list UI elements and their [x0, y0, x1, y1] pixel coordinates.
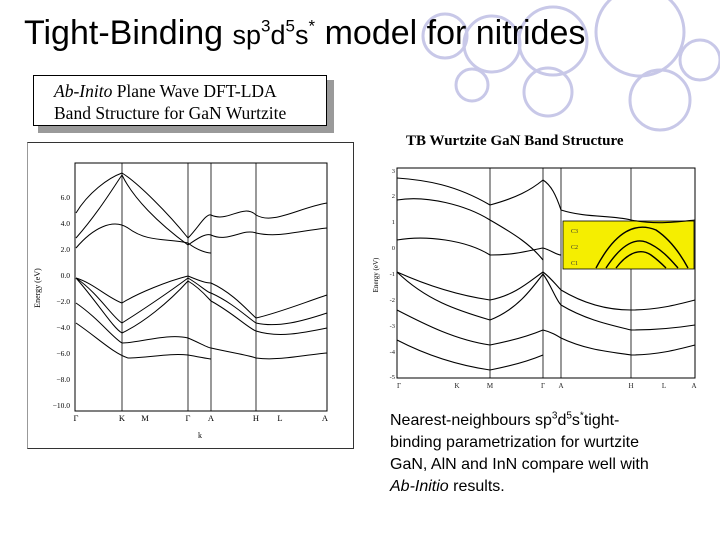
inset-highlight: [563, 221, 694, 269]
tb-band-plot: [366, 160, 706, 397]
inset-label: C2: [571, 245, 579, 251]
left-xlabel: k: [198, 431, 202, 440]
right-plot-frame: [397, 168, 695, 378]
ab-initio-plot-svg: [28, 143, 353, 448]
left-ytick: 0.0: [60, 271, 70, 280]
summary-text: [390, 410, 710, 498]
left-ytick: 2.0: [60, 245, 70, 254]
left-xtick: M: [141, 413, 149, 423]
right-xtick: H: [628, 382, 634, 390]
right-xtick: Γ: [396, 382, 402, 390]
left-xtick: A: [321, 413, 329, 423]
right-xtick: L: [661, 382, 667, 390]
left-xtick: A: [207, 413, 215, 423]
right-ytick: 2: [391, 193, 395, 200]
left-xtick: K: [118, 413, 126, 423]
right-ytick: 0: [391, 245, 395, 252]
right-ytick: -4: [389, 349, 395, 356]
right-ytick: -5: [389, 374, 395, 381]
right-xtick: M: [486, 382, 494, 390]
slide-title: Tight-Binding $sp^3d^5s^*$ model for nitrides: [24, 14, 586, 52]
right-xtick: A: [691, 382, 697, 390]
caption-line-2: Band Structure for GaN Wurtzite: [54, 103, 287, 123]
tb-plot-title: TB Wurtzite GaN Band Structure: [406, 133, 624, 149]
left-xtick: Γ: [185, 413, 191, 423]
left-ytick: −8.0: [56, 375, 70, 384]
left-ytick: 6.0: [60, 193, 70, 202]
summary-line-2: binding parametrization for wurtzite: [390, 434, 640, 451]
left-xtick: L: [277, 413, 283, 423]
summary-line-4: Ab-Initio results.: [390, 478, 505, 495]
left-ytick: −6.0: [56, 349, 70, 358]
right-ytick: -3: [389, 323, 395, 330]
caption-box: [33, 75, 327, 126]
right-ytick: -2: [389, 297, 395, 304]
left-ytick: −10.0: [52, 401, 70, 410]
tb-plot-svg: [366, 160, 706, 392]
right-xtick: A: [558, 382, 564, 390]
left-ytick: −4.0: [56, 323, 70, 332]
left-ytick: −2.0: [56, 297, 70, 306]
caption-line-1: Ab-Inito Plane Wave DFT-LDA: [54, 81, 277, 101]
right-ylabel: Energy (eV): [372, 257, 380, 293]
inset-label: C1: [571, 261, 579, 267]
right-ytick: 3: [391, 168, 395, 175]
summary-line-3: GaN, AlN and InN compare well with: [390, 456, 649, 473]
ab-initio-band-plot: [27, 142, 354, 449]
left-xtick: H: [252, 413, 260, 423]
inset-label: C3: [571, 229, 579, 235]
right-ytick: 1: [391, 219, 395, 226]
right-xtick: Γ: [540, 382, 546, 390]
left-xtick: Γ: [73, 413, 79, 423]
left-ylabel: Energy (eV): [33, 268, 42, 308]
left-band-curves: [76, 173, 327, 359]
right-ytick: -1: [389, 271, 395, 278]
right-xtick: K: [454, 382, 460, 390]
summary-line-1: Nearest-neighbours $sp^3d^5s^*tight-$: [390, 410, 620, 429]
left-ytick: 4.0: [60, 219, 70, 228]
right-band-curves: [397, 178, 695, 370]
